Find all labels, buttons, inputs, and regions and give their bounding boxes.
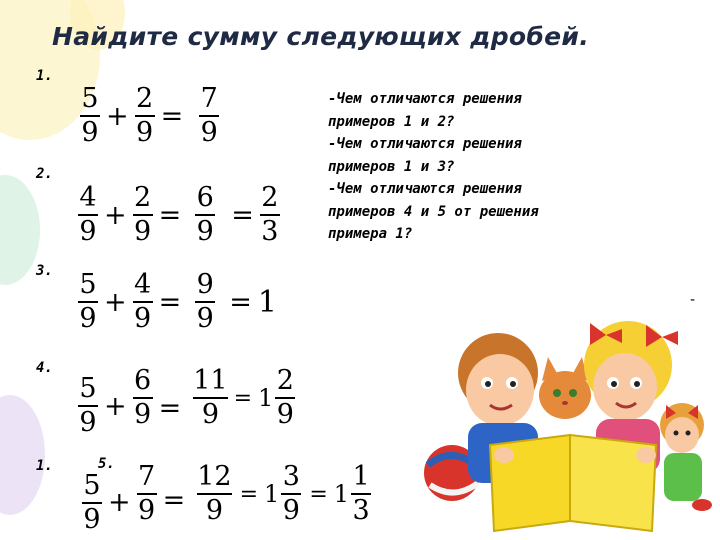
fraction: $\frac{2}{3}$ xyxy=(261,182,279,247)
fraction: $\frac{5}{9}$ xyxy=(83,470,101,535)
equals-sign: = xyxy=(162,484,186,516)
equals-sign: = xyxy=(309,481,328,507)
fraction: $\frac{3}{9}$ xyxy=(282,461,300,526)
equals-sign: = xyxy=(233,385,253,411)
example-2-equation xyxy=(76,183,282,247)
equals-sign: = xyxy=(160,100,184,132)
example-3-number: 3. xyxy=(36,263,53,279)
example-4-number: 4. xyxy=(36,360,53,376)
questions-block xyxy=(328,88,628,246)
plus-sign: + xyxy=(108,486,131,518)
question-line: примеров 1 и 2? xyxy=(328,113,455,130)
fraction: $\frac{5}{9}$ xyxy=(79,269,97,334)
fraction: $\frac{4}{9}$ xyxy=(79,182,97,247)
equals-sign: = xyxy=(231,199,254,231)
stray-dash: - xyxy=(690,292,696,308)
equals-sign: = xyxy=(239,481,259,507)
fraction: $\frac{2}{9}$ xyxy=(276,365,294,430)
small-girl-dress xyxy=(664,453,702,501)
whole-number: 1 xyxy=(333,480,350,508)
plus-sign: + xyxy=(104,286,127,318)
example-5-equation xyxy=(80,461,373,535)
boy-face xyxy=(466,354,534,426)
children-reading-illustration xyxy=(420,295,720,540)
fraction: $\frac{7}{9}$ xyxy=(200,83,218,148)
equals-sign: = xyxy=(158,286,182,318)
question-line: -Чем отличаются решения xyxy=(328,91,522,107)
fraction: $\frac{2}{9}$ xyxy=(136,83,154,148)
background-balloon-green xyxy=(0,175,40,285)
question-line: -Чем отличаются решения xyxy=(328,181,522,197)
fraction: $\frac{5}{9}$ xyxy=(81,83,99,148)
example-3-equation xyxy=(76,270,277,334)
page-title: Найдите сумму следующих дробей. xyxy=(52,22,589,51)
question-line: примеров 1 и 3? xyxy=(328,158,455,175)
example-4-equation xyxy=(76,365,297,438)
fraction: $\frac{1}{3}$ xyxy=(352,461,370,526)
example-2-number: 2. xyxy=(36,166,53,182)
question-line: примеров 4 и 5 от решения xyxy=(328,203,539,220)
plus-sign: + xyxy=(104,390,127,422)
girl-face xyxy=(593,353,657,421)
fraction: $\frac{11}{9}$ xyxy=(193,365,228,430)
fraction: $\frac{5}{9}$ xyxy=(79,373,97,438)
background-balloon-lilac xyxy=(0,395,45,515)
fraction: $\frac{12}{9}$ xyxy=(197,461,232,526)
example-1-equation xyxy=(78,84,221,148)
whole-number: 1 xyxy=(257,284,277,320)
equals-sign: = xyxy=(158,199,182,231)
fraction: $\frac{2}{9}$ xyxy=(134,182,152,247)
whole-number: 1 xyxy=(264,480,280,508)
fraction: $\frac{4}{9}$ xyxy=(134,269,152,334)
plus-sign: + xyxy=(106,100,129,132)
equals-sign: = xyxy=(229,286,252,318)
equals-sign: = xyxy=(158,392,182,424)
example-5-number: 5. xyxy=(98,456,115,472)
fraction: $\frac{6}{9}$ xyxy=(196,182,214,247)
question-line: -Чем отличаются решения xyxy=(328,136,522,152)
fraction: $\frac{9}{9}$ xyxy=(196,269,214,334)
question-line: примера 1? xyxy=(328,226,413,242)
whole-number: 1 xyxy=(258,384,274,412)
example-5-number-left: 1. xyxy=(36,458,53,474)
fraction: $\frac{6}{9}$ xyxy=(134,365,152,430)
plus-sign: + xyxy=(104,199,127,231)
example-1-number: 1. xyxy=(36,68,53,84)
fraction: $\frac{7}{9}$ xyxy=(138,461,156,526)
